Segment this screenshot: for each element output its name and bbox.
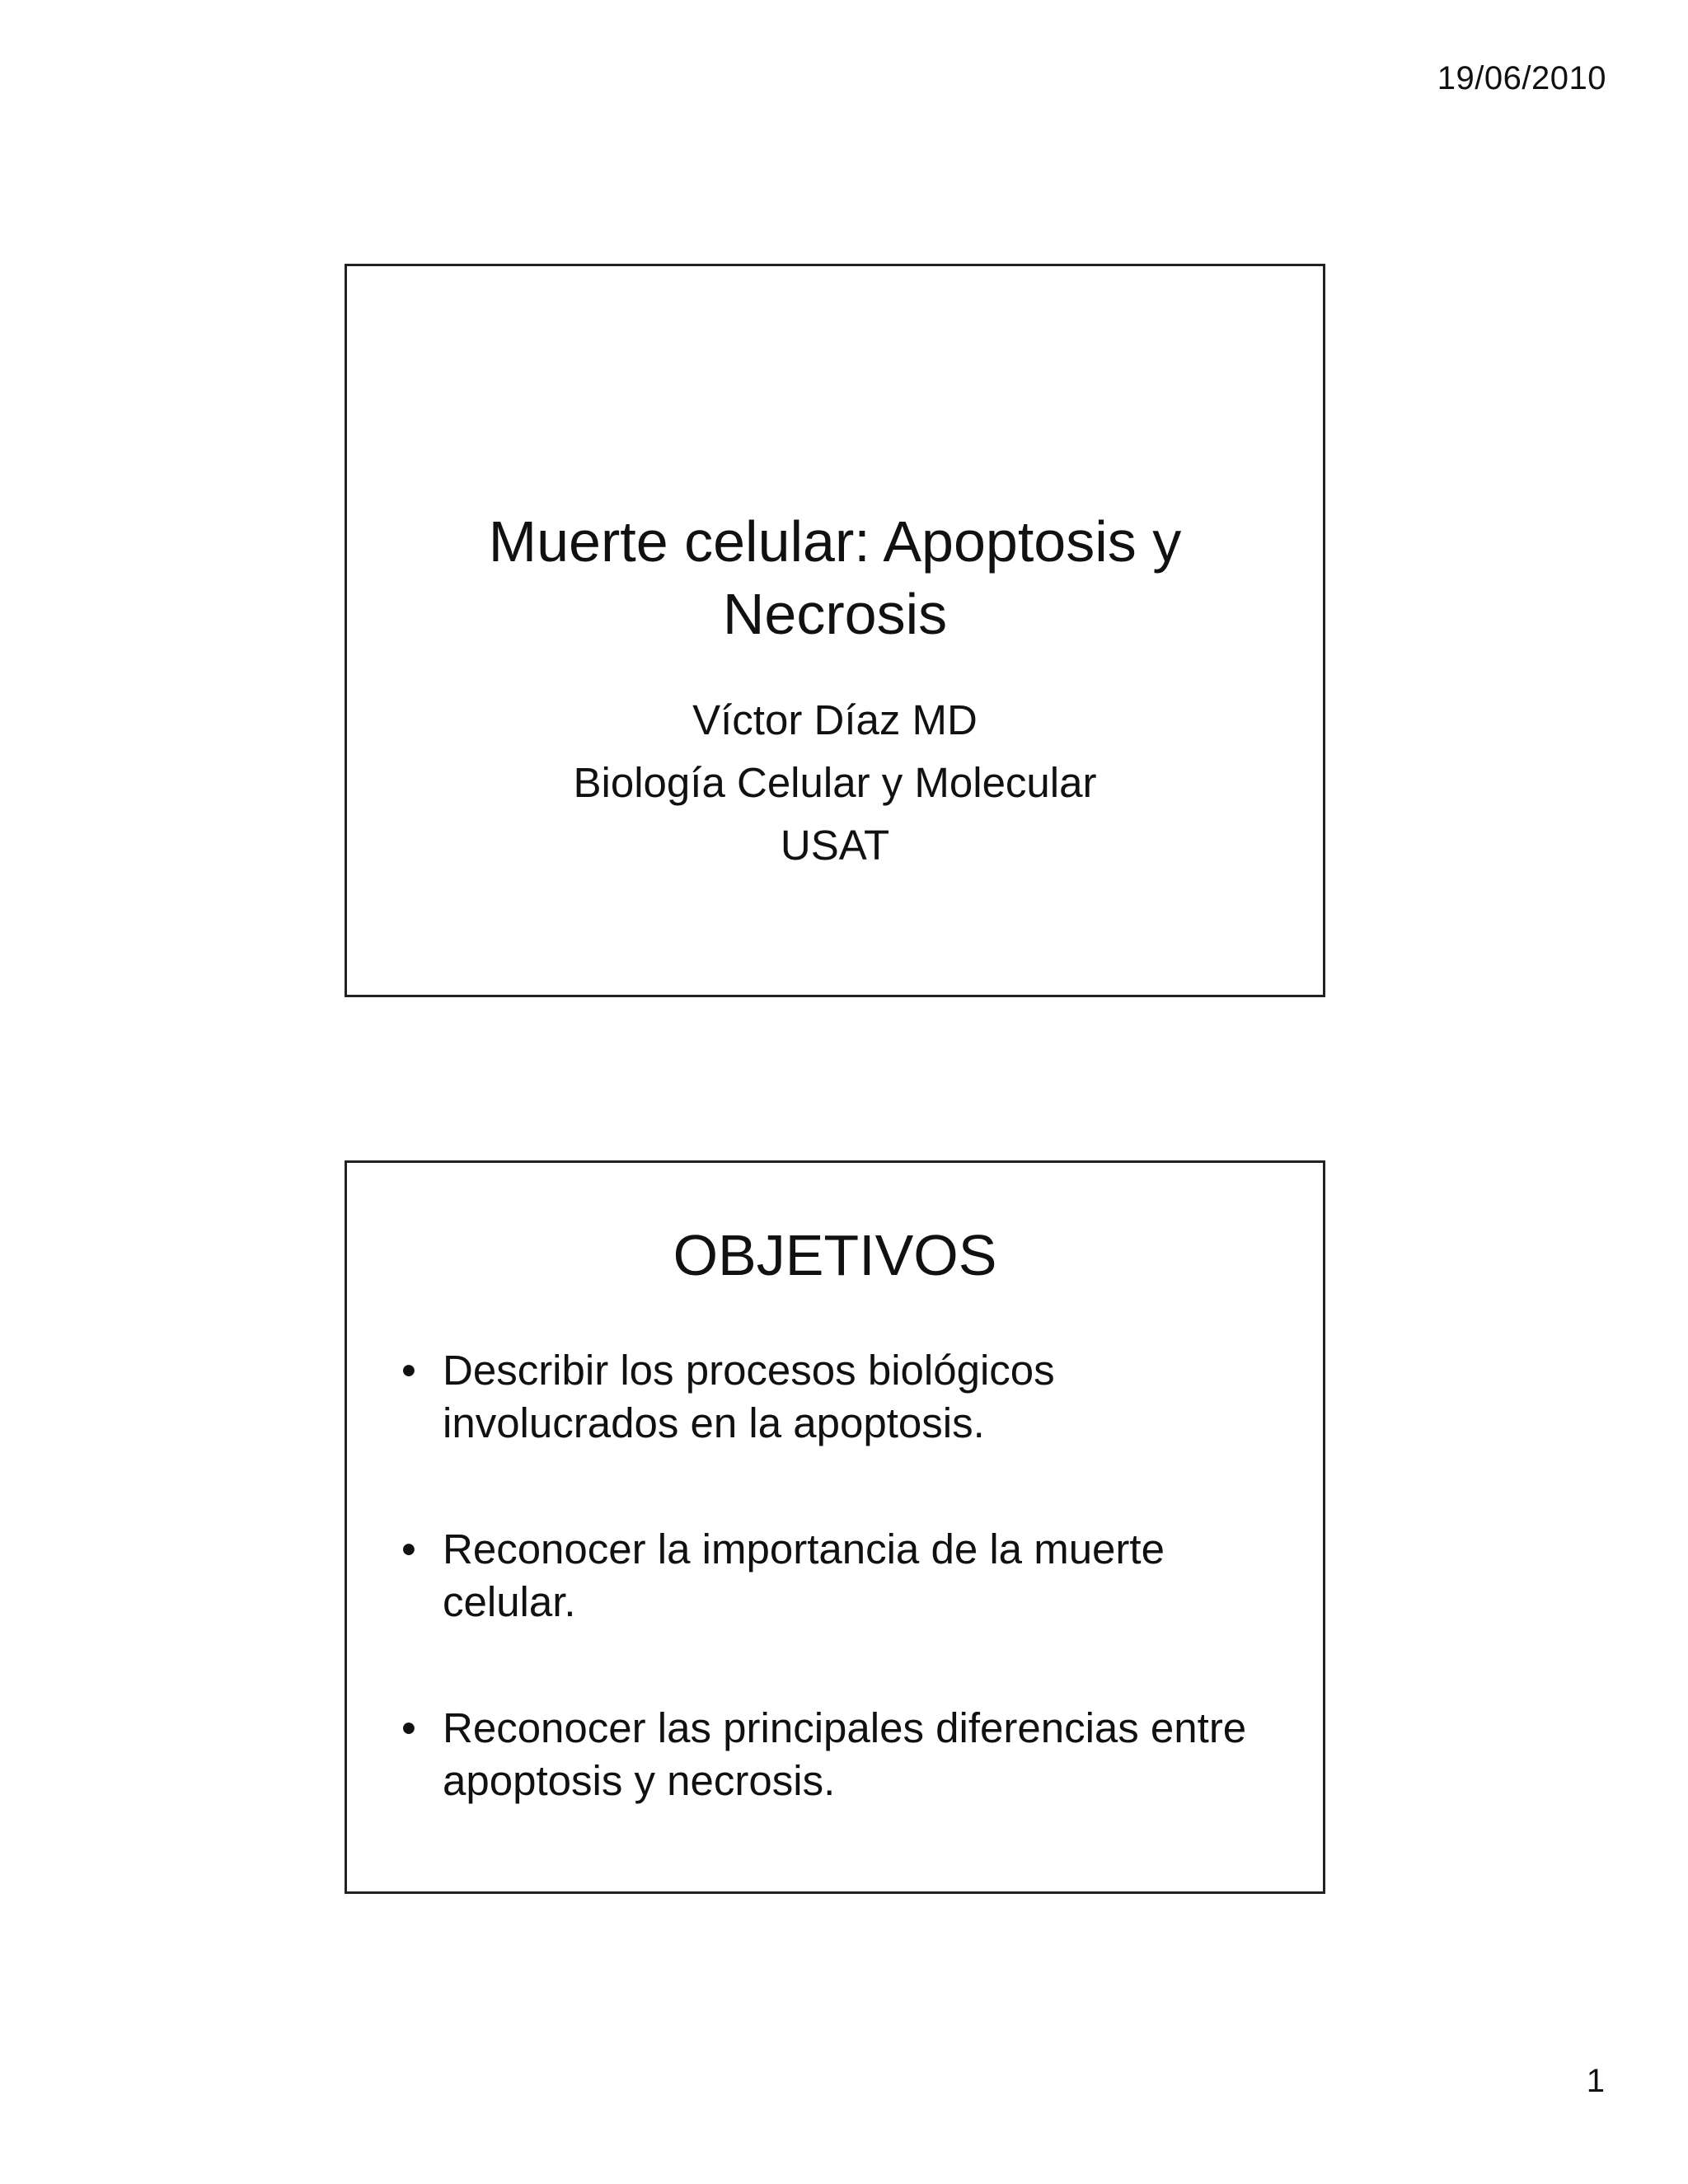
slide-title: [345, 264, 1325, 997]
list-item: [401, 1344, 1273, 1450]
list-item: [401, 1702, 1273, 1807]
bullet-icon: •: [401, 1704, 416, 1751]
institution-name: USAT: [780, 822, 890, 869]
objectives-heading: OBJETIVOS: [673, 1223, 997, 1287]
slide-subtitle: [347, 689, 1323, 877]
bullet-text: Reconocer la importancia de la muerte celular.: [443, 1526, 1165, 1625]
slide-objectives: [345, 1160, 1325, 1894]
title-line-2: Necrosis: [722, 582, 948, 646]
bullet-text: Describir los procesos biológicos involucrados en la apoptosis.: [443, 1347, 1055, 1446]
bullet-text: Reconocer las principales diferencias entre apoptosis y necrosis.: [443, 1704, 1247, 1804]
list-item: [401, 1523, 1273, 1629]
bullet-icon: •: [401, 1347, 416, 1394]
course-name: Biología Celular y Molecular: [573, 759, 1097, 806]
slide-title-heading: [347, 505, 1323, 650]
author-name: Víctor Díaz MD: [692, 696, 978, 743]
page-number: 1: [1586, 2063, 1605, 2099]
title-line-1: Muerte celular: Apoptosis y: [488, 509, 1182, 574]
bullet-icon: •: [401, 1526, 416, 1572]
header-date: 19/06/2010: [1437, 60, 1606, 96]
objectives-list: [401, 1344, 1273, 1881]
